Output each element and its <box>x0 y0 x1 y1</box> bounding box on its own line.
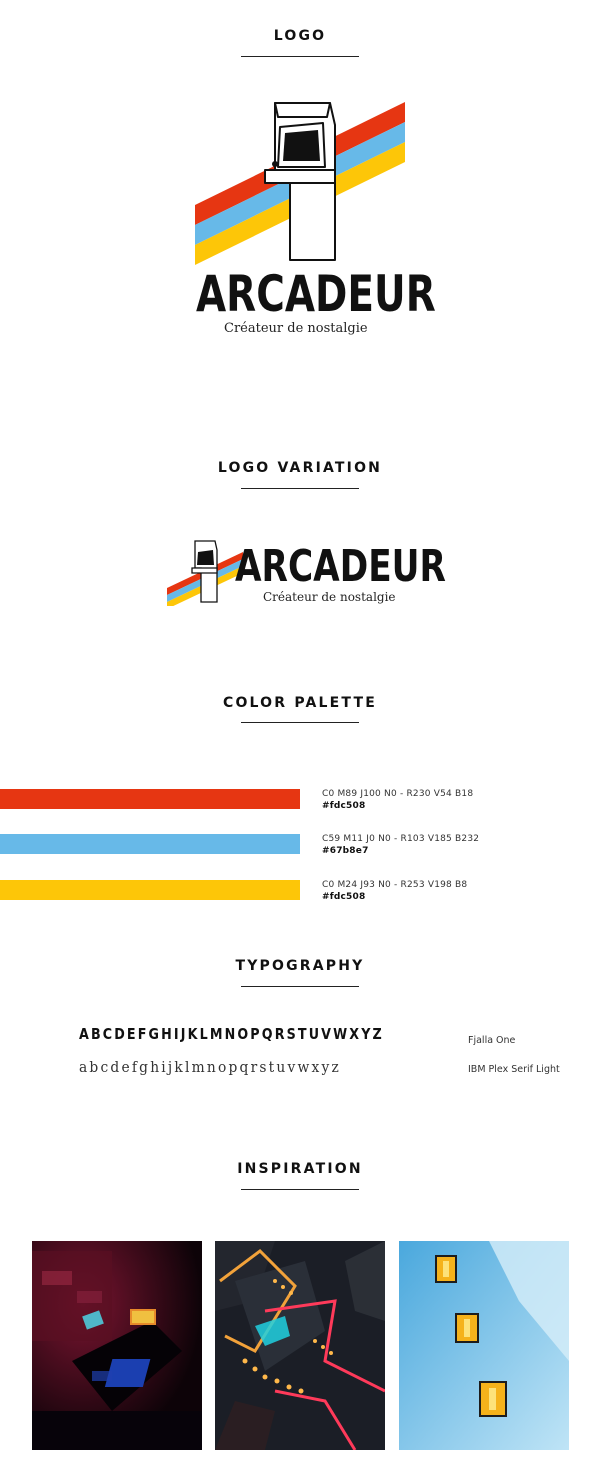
divider <box>241 1189 359 1190</box>
inspiration-photo-pixel-coins <box>399 1241 569 1450</box>
divider <box>241 986 359 987</box>
color-spec-values: C0 M24 J93 N0 - R253 V198 B8 <box>322 880 468 890</box>
arcade-cabinet-icon <box>190 95 410 275</box>
coin <box>455 1313 479 1343</box>
section-title-logo-variation: LOGO VARIATION <box>217 460 383 476</box>
color-spec-values: C59 M11 J0 N0 - R103 V185 B232 <box>322 834 480 844</box>
color-spec-yellow <box>322 879 467 903</box>
section-title-inspiration: INSPIRATION <box>237 1161 363 1177</box>
uppercase-sample: ABCDEFGHIJKLMNOPQRSTUVWXYZ <box>79 1025 384 1043</box>
color-spec-values: C0 M89 J100 N0 - R230 V54 B18 <box>322 789 474 799</box>
divider <box>241 488 359 489</box>
primary-font-name: Fjalla One <box>468 1035 516 1046</box>
logo-variation <box>165 538 446 608</box>
color-hex: #67b8e7 <box>322 846 369 856</box>
brand-name: ARCADEUR <box>235 541 446 592</box>
coin <box>435 1255 457 1283</box>
arcade-cabinet-icon <box>165 538 245 606</box>
divider <box>241 56 359 57</box>
color-hex: #fdc508 <box>322 892 366 902</box>
color-spec-red <box>322 788 473 812</box>
brand-name: ARCADEUR <box>196 265 436 323</box>
swatch-yellow <box>0 880 300 900</box>
divider <box>241 722 359 723</box>
brand-tagline: Créateur de nostalgie <box>224 321 368 336</box>
section-title-logo: LOGO <box>273 28 327 44</box>
section-title-typography: TYPOGRAPHY <box>235 958 365 974</box>
brand-tagline: Créateur de nostalgie <box>263 590 396 604</box>
inspiration-photo-neon-lights <box>215 1241 385 1450</box>
secondary-font-name: IBM Plex Serif Light <box>468 1064 560 1075</box>
section-title-color-palette: COLOR PALETTE <box>222 695 378 711</box>
color-spec-blue <box>322 833 479 857</box>
swatch-blue <box>0 834 300 854</box>
swatch-red <box>0 789 300 809</box>
coin <box>479 1381 507 1417</box>
inspiration-photo-arcade-room <box>32 1241 202 1450</box>
main-logo <box>190 95 436 345</box>
lowercase-sample: abcdefghijklmnopqrstuvwxyz <box>79 1058 342 1076</box>
color-hex: #fdc508 <box>322 801 366 811</box>
